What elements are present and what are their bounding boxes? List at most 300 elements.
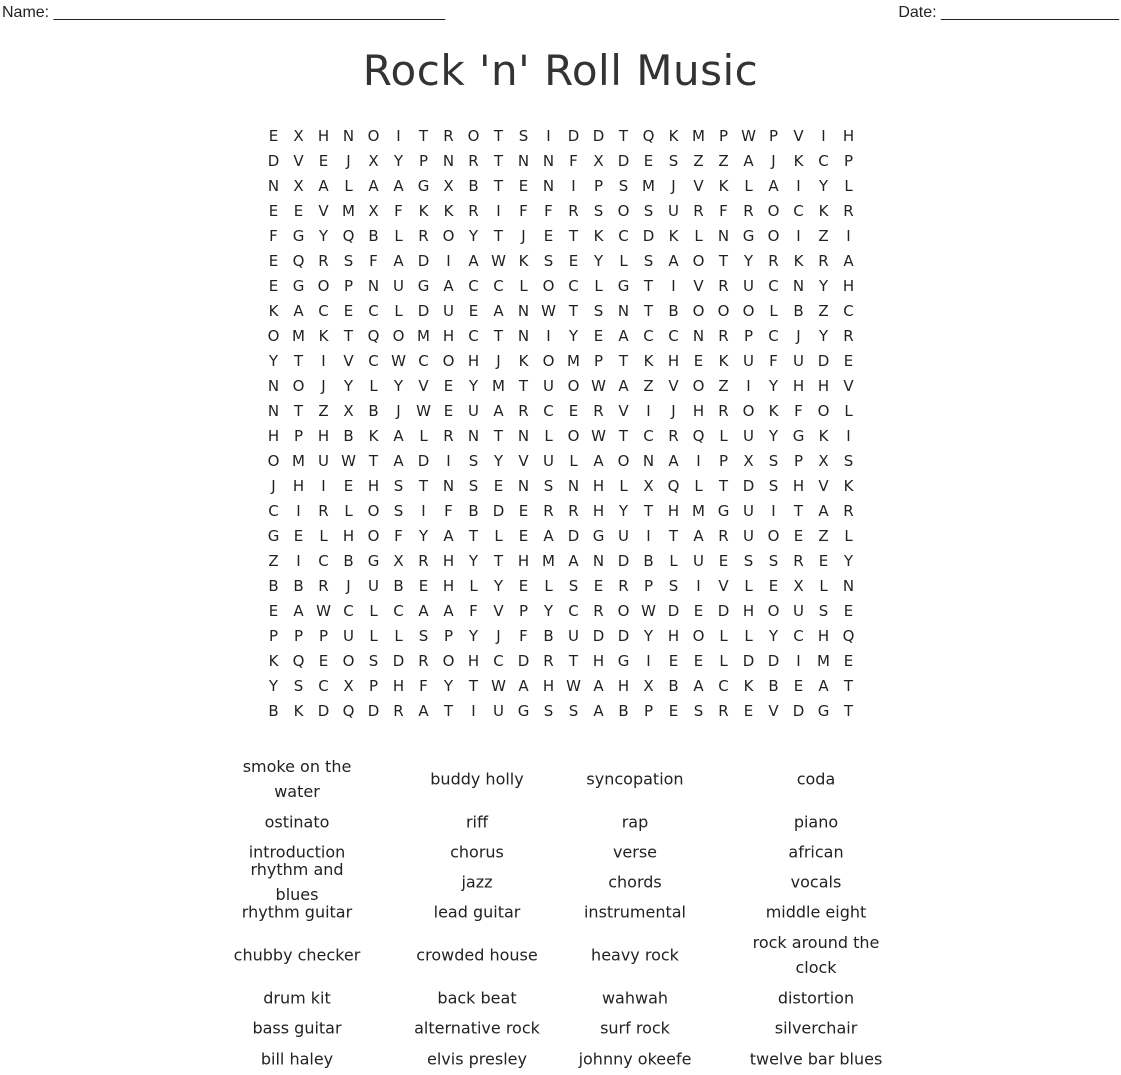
grid-letter[interactable]: Y	[393, 152, 404, 170]
grid-letter[interactable]: S	[343, 252, 354, 270]
grid-letter[interactable]: T	[293, 402, 304, 420]
grid-letter[interactable]: E	[793, 527, 804, 545]
grid-letter[interactable]: Z	[718, 377, 729, 395]
grid-letter[interactable]: T	[493, 152, 504, 170]
grid-letter[interactable]: V	[718, 577, 729, 595]
grid-letter[interactable]: R	[718, 402, 729, 420]
grid-letter[interactable]: T	[493, 127, 504, 145]
grid-letter[interactable]: F	[794, 402, 803, 420]
grid-letter[interactable]: D	[642, 227, 655, 245]
grid-letter[interactable]: A	[568, 552, 579, 570]
grid-letter[interactable]: Y	[268, 352, 279, 370]
grid-letter[interactable]: N	[542, 152, 555, 170]
grid-letter[interactable]: Z	[818, 227, 829, 245]
grid-letter[interactable]: P	[293, 627, 304, 645]
grid-letter[interactable]: O	[717, 302, 730, 320]
grid-letter[interactable]: M	[642, 177, 655, 195]
grid-letter[interactable]: W	[566, 677, 581, 695]
grid-letter[interactable]: S	[668, 577, 679, 595]
grid-letter[interactable]: J	[271, 477, 276, 495]
grid-letter[interactable]: M	[292, 327, 305, 345]
grid-letter[interactable]: H	[442, 327, 455, 345]
grid-letter[interactable]: P	[268, 627, 279, 645]
grid-letter[interactable]: S	[768, 477, 779, 495]
grid-letter[interactable]: E	[293, 527, 304, 545]
grid-letter[interactable]: O	[742, 402, 755, 420]
grid-letter[interactable]: T	[368, 452, 379, 470]
grid-letter[interactable]: K	[818, 202, 829, 220]
grid-letter[interactable]: O	[692, 627, 705, 645]
grid-letter[interactable]: D	[592, 127, 605, 145]
grid-letter[interactable]: U	[668, 202, 679, 220]
grid-letter[interactable]: E	[818, 552, 829, 570]
grid-letter[interactable]: D	[417, 452, 430, 470]
grid-letter[interactable]: A	[743, 152, 754, 170]
grid-letter[interactable]: T	[718, 252, 729, 270]
grid-letter[interactable]: W	[541, 302, 556, 320]
grid-letter[interactable]: A	[418, 702, 429, 720]
grid-letter[interactable]: H	[817, 627, 830, 645]
grid-letter[interactable]: T	[618, 127, 629, 145]
grid-letter[interactable]: S	[768, 452, 779, 470]
grid-letter[interactable]: A	[393, 452, 404, 470]
grid-letter[interactable]: G	[517, 702, 530, 720]
grid-letter[interactable]: K	[718, 352, 729, 370]
grid-letter[interactable]: I	[696, 577, 701, 595]
grid-letter[interactable]: E	[568, 402, 579, 420]
grid-letter[interactable]: S	[618, 177, 629, 195]
grid-letter[interactable]: I	[446, 252, 451, 270]
grid-letter[interactable]: B	[343, 427, 354, 445]
grid-letter[interactable]: V	[293, 152, 304, 170]
grid-letter[interactable]: N	[517, 152, 530, 170]
grid-letter[interactable]: E	[668, 702, 679, 720]
grid-letter[interactable]: A	[593, 452, 604, 470]
grid-letter[interactable]: C	[493, 652, 504, 670]
grid-letter[interactable]: U	[543, 377, 554, 395]
grid-letter[interactable]: N	[267, 177, 280, 195]
grid-letter[interactable]: C	[618, 227, 629, 245]
grid-letter[interactable]: O	[317, 277, 330, 295]
grid-letter[interactable]: G	[417, 177, 430, 195]
grid-letter[interactable]: U	[318, 452, 329, 470]
grid-letter[interactable]: A	[418, 602, 429, 620]
grid-letter[interactable]: L	[719, 652, 728, 670]
grid-letter[interactable]: K	[668, 227, 679, 245]
grid-letter[interactable]: W	[591, 427, 606, 445]
grid-letter[interactable]: O	[392, 327, 405, 345]
grid-letter[interactable]: K	[418, 202, 429, 220]
grid-letter[interactable]: A	[493, 302, 504, 320]
grid-letter[interactable]: N	[442, 152, 455, 170]
grid-letter[interactable]: X	[343, 402, 354, 420]
grid-letter[interactable]: I	[821, 127, 826, 145]
grid-letter[interactable]: K	[518, 352, 529, 370]
grid-letter[interactable]: U	[743, 527, 754, 545]
grid-letter[interactable]: Y	[843, 552, 854, 570]
grid-letter[interactable]: H	[317, 127, 330, 145]
grid-letter[interactable]: R	[843, 202, 854, 220]
grid-letter[interactable]: D	[317, 702, 330, 720]
grid-letter[interactable]: S	[843, 452, 854, 470]
grid-letter[interactable]: W	[741, 127, 756, 145]
grid-letter[interactable]: Y	[493, 577, 504, 595]
grid-letter[interactable]: G	[592, 527, 605, 545]
grid-letter[interactable]: E	[418, 577, 429, 595]
grid-letter[interactable]: S	[393, 502, 404, 520]
grid-letter[interactable]: P	[718, 452, 729, 470]
grid-letter[interactable]: C	[318, 552, 329, 570]
grid-letter[interactable]: U	[368, 577, 379, 595]
grid-letter[interactable]: S	[293, 677, 304, 695]
grid-letter[interactable]: T	[443, 702, 454, 720]
grid-letter[interactable]: Y	[393, 377, 404, 395]
grid-letter[interactable]: L	[544, 427, 553, 445]
grid-letter[interactable]: T	[643, 302, 654, 320]
grid-letter[interactable]: F	[444, 502, 453, 520]
grid-letter[interactable]: E	[518, 177, 529, 195]
grid-letter[interactable]: J	[346, 577, 351, 595]
grid-letter[interactable]: E	[518, 577, 529, 595]
grid-letter[interactable]: P	[293, 427, 304, 445]
grid-letter[interactable]: C	[843, 302, 854, 320]
grid-letter[interactable]: X	[293, 127, 304, 145]
grid-letter[interactable]: U	[568, 627, 579, 645]
grid-letter[interactable]: D	[592, 627, 605, 645]
grid-letter[interactable]: R	[718, 277, 729, 295]
grid-letter[interactable]: F	[719, 202, 728, 220]
grid-letter[interactable]: H	[667, 627, 680, 645]
grid-letter[interactable]: N	[717, 227, 730, 245]
grid-letter[interactable]: L	[369, 627, 378, 645]
grid-letter[interactable]: M	[542, 552, 555, 570]
grid-letter[interactable]: Z	[643, 377, 654, 395]
grid-letter[interactable]: T	[568, 652, 579, 670]
grid-letter[interactable]: Y	[568, 327, 579, 345]
grid-letter[interactable]: P	[443, 627, 454, 645]
grid-letter[interactable]: K	[518, 252, 529, 270]
grid-letter[interactable]: P	[743, 327, 754, 345]
grid-letter[interactable]: J	[671, 177, 676, 195]
grid-letter[interactable]: B	[668, 302, 679, 320]
grid-letter[interactable]: F	[419, 677, 428, 695]
grid-letter[interactable]: B	[343, 552, 354, 570]
grid-letter[interactable]: V	[668, 377, 679, 395]
grid-letter[interactable]: R	[743, 202, 754, 220]
grid-letter[interactable]: G	[617, 277, 630, 295]
grid-letter[interactable]: X	[818, 452, 829, 470]
grid-letter[interactable]: E	[468, 302, 479, 320]
grid-letter[interactable]: E	[443, 402, 454, 420]
grid-letter[interactable]: G	[742, 227, 755, 245]
grid-letter[interactable]: R	[668, 427, 679, 445]
grid-letter[interactable]: E	[268, 127, 279, 145]
grid-letter[interactable]: Y	[593, 252, 604, 270]
grid-letter[interactable]: L	[519, 277, 528, 295]
grid-letter[interactable]: G	[792, 427, 805, 445]
grid-letter[interactable]: O	[442, 227, 455, 245]
grid-letter[interactable]: G	[292, 227, 305, 245]
grid-letter[interactable]: W	[591, 377, 606, 395]
grid-letter[interactable]: S	[643, 202, 654, 220]
grid-letter[interactable]: W	[491, 677, 506, 695]
grid-letter[interactable]: G	[267, 527, 280, 545]
grid-letter[interactable]: R	[693, 202, 704, 220]
grid-letter[interactable]: X	[393, 552, 404, 570]
grid-letter[interactable]: I	[646, 402, 651, 420]
grid-letter[interactable]: E	[568, 252, 579, 270]
grid-letter[interactable]: Y	[468, 627, 479, 645]
grid-letter[interactable]: C	[793, 202, 804, 220]
grid-letter[interactable]: X	[293, 177, 304, 195]
grid-letter[interactable]: I	[546, 127, 551, 145]
grid-letter[interactable]: H	[467, 652, 480, 670]
grid-letter[interactable]: J	[496, 627, 501, 645]
grid-letter[interactable]: N	[792, 277, 805, 295]
grid-letter[interactable]: R	[468, 152, 479, 170]
grid-letter[interactable]: O	[617, 452, 630, 470]
grid-letter[interactable]: A	[293, 302, 304, 320]
grid-letter[interactable]: P	[418, 152, 429, 170]
grid-letter[interactable]: H	[267, 427, 280, 445]
grid-letter[interactable]: X	[793, 577, 804, 595]
grid-letter[interactable]: Y	[618, 502, 629, 520]
grid-letter[interactable]: W	[391, 352, 406, 370]
grid-letter[interactable]: I	[771, 502, 776, 520]
grid-letter[interactable]: S	[518, 127, 529, 145]
grid-letter[interactable]: Q	[342, 702, 355, 720]
grid-letter[interactable]: P	[368, 677, 379, 695]
grid-letter[interactable]: F	[769, 352, 778, 370]
grid-letter[interactable]: F	[369, 252, 378, 270]
grid-letter[interactable]: R	[393, 702, 404, 720]
grid-letter[interactable]: K	[718, 177, 729, 195]
grid-letter[interactable]: I	[446, 452, 451, 470]
grid-letter[interactable]: T	[493, 327, 504, 345]
grid-letter[interactable]: E	[343, 302, 354, 320]
grid-letter[interactable]: L	[719, 627, 728, 645]
grid-letter[interactable]: Z	[818, 527, 829, 545]
grid-letter[interactable]: A	[843, 252, 854, 270]
grid-letter[interactable]: C	[818, 152, 829, 170]
grid-letter[interactable]: Q	[692, 427, 705, 445]
grid-letter[interactable]: W	[316, 602, 331, 620]
grid-letter[interactable]: A	[368, 177, 379, 195]
grid-letter[interactable]: Q	[367, 327, 380, 345]
grid-letter[interactable]: B	[468, 502, 479, 520]
grid-letter[interactable]: U	[793, 602, 804, 620]
grid-letter[interactable]: R	[418, 552, 429, 570]
grid-letter[interactable]: K	[793, 152, 804, 170]
grid-letter[interactable]: X	[368, 202, 379, 220]
grid-letter[interactable]: M	[567, 352, 580, 370]
grid-letter[interactable]: E	[318, 652, 329, 670]
grid-letter[interactable]: Z	[693, 152, 704, 170]
grid-letter[interactable]: E	[443, 377, 454, 395]
grid-letter[interactable]: A	[318, 177, 329, 195]
grid-letter[interactable]: D	[617, 152, 630, 170]
name-field[interactable]: Name: ____________________________________________	[2, 4, 446, 21]
grid-letter[interactable]: C	[368, 352, 379, 370]
grid-letter[interactable]: S	[818, 602, 829, 620]
grid-letter[interactable]: I	[421, 502, 426, 520]
grid-letter[interactable]: L	[469, 577, 478, 595]
grid-letter[interactable]: S	[743, 552, 754, 570]
grid-letter[interactable]: A	[693, 677, 704, 695]
grid-letter[interactable]: E	[268, 602, 279, 620]
grid-letter[interactable]: H	[367, 477, 380, 495]
grid-letter[interactable]: L	[319, 527, 328, 545]
grid-letter[interactable]: L	[569, 452, 578, 470]
grid-letter[interactable]: V	[343, 352, 354, 370]
grid-letter[interactable]: H	[292, 477, 305, 495]
grid-letter[interactable]: S	[368, 652, 379, 670]
grid-letter[interactable]: E	[843, 652, 854, 670]
grid-letter[interactable]: H	[842, 127, 855, 145]
grid-letter[interactable]: P	[343, 277, 354, 295]
grid-letter[interactable]: Y	[493, 452, 504, 470]
grid-letter[interactable]: W	[341, 452, 356, 470]
grid-letter[interactable]: E	[843, 352, 854, 370]
grid-letter[interactable]: D	[742, 652, 755, 670]
grid-letter[interactable]: T	[643, 277, 654, 295]
grid-letter[interactable]: U	[743, 427, 754, 445]
grid-letter[interactable]: L	[344, 177, 353, 195]
grid-letter[interactable]: T	[418, 477, 429, 495]
grid-letter[interactable]: O	[617, 602, 630, 620]
grid-letter[interactable]: J	[771, 152, 776, 170]
grid-letter[interactable]: R	[543, 502, 554, 520]
grid-letter[interactable]: R	[443, 427, 454, 445]
grid-letter[interactable]: T	[493, 427, 504, 445]
grid-letter[interactable]: I	[796, 652, 801, 670]
grid-letter[interactable]: Z	[268, 552, 279, 570]
grid-letter[interactable]: U	[743, 502, 754, 520]
grid-letter[interactable]: O	[692, 377, 705, 395]
grid-letter[interactable]: Y	[768, 377, 779, 395]
grid-letter[interactable]: I	[796, 227, 801, 245]
grid-letter[interactable]: G	[617, 652, 630, 670]
grid-letter[interactable]: I	[496, 202, 501, 220]
grid-letter[interactable]: B	[293, 577, 304, 595]
grid-letter[interactable]: A	[668, 252, 679, 270]
grid-letter[interactable]: O	[267, 327, 280, 345]
grid-letter[interactable]: A	[668, 452, 679, 470]
grid-letter[interactable]: T	[468, 677, 479, 695]
grid-letter[interactable]: L	[844, 402, 853, 420]
grid-letter[interactable]: U	[543, 452, 554, 470]
grid-letter[interactable]: D	[567, 127, 580, 145]
grid-letter[interactable]: P	[718, 127, 729, 145]
grid-letter[interactable]: O	[767, 602, 780, 620]
grid-letter[interactable]: R	[593, 602, 604, 620]
grid-letter[interactable]: H	[842, 277, 855, 295]
grid-letter[interactable]: H	[792, 477, 805, 495]
grid-letter[interactable]: K	[818, 427, 829, 445]
grid-letter[interactable]: U	[443, 302, 454, 320]
grid-letter[interactable]: E	[343, 477, 354, 495]
grid-letter[interactable]: L	[369, 377, 378, 395]
grid-letter[interactable]: H	[617, 677, 630, 695]
grid-letter[interactable]: L	[719, 427, 728, 445]
grid-letter[interactable]: M	[692, 502, 705, 520]
grid-letter[interactable]: H	[592, 502, 605, 520]
grid-letter[interactable]: O	[692, 302, 705, 320]
grid-letter[interactable]: B	[643, 552, 654, 570]
grid-letter[interactable]: T	[843, 677, 854, 695]
grid-letter[interactable]: V	[418, 377, 429, 395]
grid-letter[interactable]: F	[519, 202, 528, 220]
grid-letter[interactable]: A	[818, 677, 829, 695]
grid-letter[interactable]: S	[593, 302, 604, 320]
grid-letter[interactable]: W	[641, 602, 656, 620]
grid-letter[interactable]: K	[443, 202, 454, 220]
grid-letter[interactable]: R	[518, 402, 529, 420]
grid-letter[interactable]: M	[817, 652, 830, 670]
grid-letter[interactable]: L	[594, 277, 603, 295]
grid-letter[interactable]: S	[568, 702, 579, 720]
grid-letter[interactable]: I	[471, 702, 476, 720]
grid-letter[interactable]: C	[718, 677, 729, 695]
grid-letter[interactable]: A	[443, 277, 454, 295]
grid-letter[interactable]: H	[592, 652, 605, 670]
grid-letter[interactable]: Q	[292, 252, 305, 270]
grid-letter[interactable]: N	[342, 127, 355, 145]
grid-letter[interactable]: T	[618, 427, 629, 445]
grid-letter[interactable]: C	[418, 352, 429, 370]
grid-letter[interactable]: Y	[768, 427, 779, 445]
grid-letter[interactable]: R	[793, 552, 804, 570]
grid-letter[interactable]: E	[318, 152, 329, 170]
grid-letter[interactable]: D	[717, 602, 730, 620]
grid-letter[interactable]: R	[468, 202, 479, 220]
grid-letter[interactable]: D	[417, 302, 430, 320]
grid-letter[interactable]: D	[767, 652, 780, 670]
grid-letter[interactable]: Q	[842, 627, 855, 645]
grid-letter[interactable]: N	[442, 477, 455, 495]
grid-letter[interactable]: E	[268, 202, 279, 220]
grid-letter[interactable]: B	[368, 227, 379, 245]
grid-letter[interactable]: L	[744, 627, 753, 645]
grid-letter[interactable]: J	[346, 152, 351, 170]
grid-letter[interactable]: E	[518, 502, 529, 520]
grid-letter[interactable]: Z	[818, 302, 829, 320]
grid-letter[interactable]: Y	[818, 277, 829, 295]
grid-letter[interactable]: V	[318, 202, 329, 220]
grid-letter[interactable]: B	[618, 702, 629, 720]
grid-letter[interactable]: D	[567, 527, 580, 545]
grid-letter[interactable]: R	[318, 252, 329, 270]
grid-letter[interactable]: O	[467, 127, 480, 145]
grid-letter[interactable]: T	[493, 552, 504, 570]
grid-letter[interactable]: F	[469, 602, 478, 620]
grid-letter[interactable]: C	[368, 302, 379, 320]
grid-letter[interactable]: O	[567, 427, 580, 445]
grid-letter[interactable]: O	[367, 502, 380, 520]
grid-letter[interactable]: D	[392, 652, 405, 670]
grid-letter[interactable]: Y	[443, 677, 454, 695]
grid-letter[interactable]: E	[643, 152, 654, 170]
grid-letter[interactable]: O	[367, 527, 380, 545]
grid-letter[interactable]: R	[593, 402, 604, 420]
grid-letter[interactable]: P	[768, 127, 779, 145]
grid-letter[interactable]: B	[268, 702, 279, 720]
grid-letter[interactable]: E	[543, 227, 554, 245]
grid-letter[interactable]: N	[592, 552, 605, 570]
grid-letter[interactable]: R	[818, 252, 829, 270]
grid-letter[interactable]: C	[393, 602, 404, 620]
grid-letter[interactable]: H	[792, 377, 805, 395]
